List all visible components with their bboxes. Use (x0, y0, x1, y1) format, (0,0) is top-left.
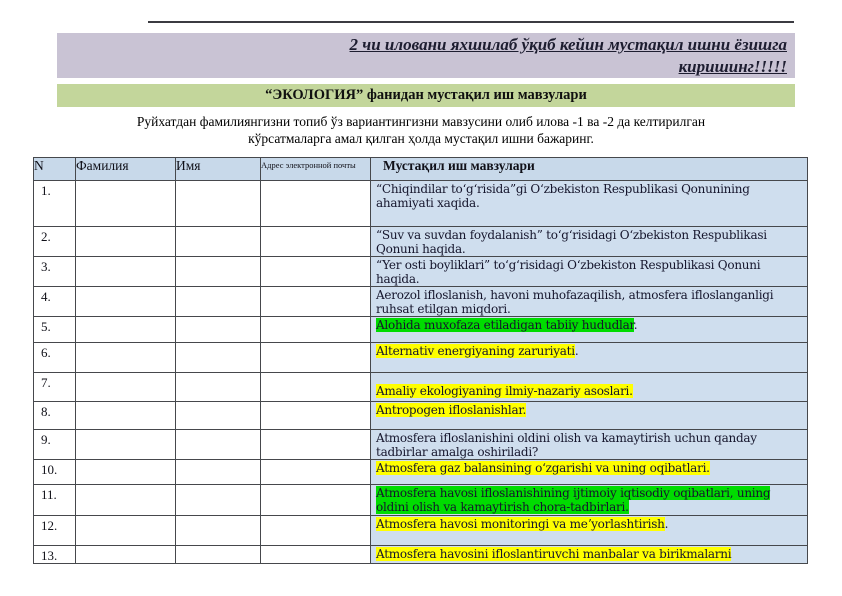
email-cell[interactable] (261, 227, 371, 257)
topic-text: Alohida muxofaza etiladigan tabiiy hududlar (376, 318, 634, 332)
intro-line1: Руйхатдан фамилиянгизни топиб ўз вариантингизни мавзусини олиб илова -1 ва -2 да келтирилган (136, 114, 706, 129)
table-row (34, 430, 808, 460)
email-cell[interactable] (261, 546, 371, 564)
surname-cell[interactable] (76, 430, 176, 460)
topic-cell (371, 373, 808, 402)
row-number: 3. (34, 257, 76, 287)
surname-cell[interactable] (76, 485, 176, 516)
topic-text: Amaliy ekologiyaning ilmiy-nazariy asoslari. (376, 384, 633, 398)
email-cell[interactable] (261, 373, 371, 402)
topic-text: Atmosfera havosini ifloslantiruvchi manbalar va birikmalarni (376, 547, 732, 561)
surname-cell[interactable] (76, 181, 176, 227)
table-row (34, 227, 808, 257)
table-row (34, 516, 808, 546)
email-cell[interactable] (261, 460, 371, 485)
topic-text: “Chiqindilar toʻgʻrisida”gi Oʻzbekiston Respublikasi Qonunining ahamiyati xaqida. (376, 182, 750, 210)
name-cell[interactable] (176, 373, 261, 402)
surname-cell[interactable] (76, 287, 176, 317)
surname-cell[interactable] (76, 546, 176, 564)
topic-text: “Yer osti boyliklari” toʻgʻrisidagi Oʻzbekiston Respublikasi Qonuni haqida. (376, 258, 761, 286)
row-number: 1. (34, 181, 76, 227)
table-row (34, 402, 808, 430)
name-cell[interactable] (176, 181, 261, 227)
name-cell[interactable] (176, 430, 261, 460)
email-cell[interactable] (261, 485, 371, 516)
table-row (34, 287, 808, 317)
table-row (34, 181, 808, 227)
col-header-email: Адрес электронной почты (261, 158, 371, 181)
notice-line1: 2 чи иловани яхшилаб ўқиб кейин мустақил ишни ёзишга (349, 35, 787, 54)
topic-cell (371, 343, 808, 373)
name-cell[interactable] (176, 227, 261, 257)
topic-cell (371, 402, 808, 430)
topic-text: Atmosfera ifloslanishini oldini olish va kamaytirish uchun qanday tadbirlar amalga oshiriladi? (376, 431, 757, 459)
subject-title: “ЭКОЛОГИЯ” фанидан мустақил иш мавзулари (265, 87, 587, 103)
topic-suffix: . (574, 344, 579, 358)
intro-line2: кўрсатмаларга амал қилган ҳолда мустақил ишни бажаринг. (248, 130, 594, 146)
row-number: 8. (34, 402, 76, 430)
name-cell[interactable] (176, 317, 261, 343)
topic-cell (371, 485, 808, 516)
table-row (34, 317, 808, 343)
topics-table (33, 157, 808, 564)
notice-line2: киришинг!!!!! (678, 56, 787, 76)
topic-cell (371, 287, 808, 317)
name-cell[interactable] (176, 516, 261, 546)
row-number: 7. (34, 373, 76, 402)
col-header-name: Имя (176, 158, 261, 181)
name-cell[interactable] (176, 343, 261, 373)
table-row (34, 460, 808, 485)
topic-text: Antropogen ifloslanishlar. (376, 403, 527, 417)
col-header-n: N (34, 158, 76, 181)
surname-cell[interactable] (76, 516, 176, 546)
row-number: 13. (34, 546, 76, 564)
email-cell[interactable] (261, 343, 371, 373)
topic-cell (371, 460, 808, 485)
row-number: 9. (34, 430, 76, 460)
email-cell[interactable] (261, 181, 371, 227)
row-number: 10. (34, 460, 76, 485)
topic-text: Atmosfera havosi monitoringi va meʼyorlashtirish (376, 517, 665, 531)
topic-suffix: . (664, 517, 669, 531)
topic-suffix: . (633, 318, 638, 332)
email-cell[interactable] (261, 287, 371, 317)
subject-title-bar (57, 84, 795, 107)
table-row (34, 546, 808, 564)
row-number: 2. (34, 227, 76, 257)
name-cell[interactable] (176, 485, 261, 516)
topic-cell (371, 546, 808, 564)
topic-text: Alternativ energiyaning zaruriyati (376, 344, 575, 358)
table-header-row (34, 158, 808, 181)
table-row (34, 485, 808, 516)
topic-cell (371, 257, 808, 287)
name-cell[interactable] (176, 257, 261, 287)
notice-banner (57, 33, 795, 78)
surname-cell[interactable] (76, 227, 176, 257)
email-cell[interactable] (261, 516, 371, 546)
row-number: 6. (34, 343, 76, 373)
name-cell[interactable] (176, 546, 261, 564)
email-cell[interactable] (261, 257, 371, 287)
name-cell[interactable] (176, 460, 261, 485)
name-cell[interactable] (176, 402, 261, 430)
divider-line (148, 21, 794, 23)
surname-cell[interactable] (76, 373, 176, 402)
row-number: 5. (34, 317, 76, 343)
table-row (34, 373, 808, 402)
table-row (34, 343, 808, 373)
table-row (34, 257, 808, 287)
row-number: 4. (34, 287, 76, 317)
row-number: 11. (34, 485, 76, 516)
row-number: 12. (34, 516, 76, 546)
col-header-surname: Фамилия (76, 158, 176, 181)
topic-text: Aerozol ifloslanish, havoni muhofazaqilish, atmosfera ifloslanganligi ruhsat etilgan miqdori. (376, 288, 774, 316)
name-cell[interactable] (176, 287, 261, 317)
surname-cell[interactable] (76, 317, 176, 343)
topic-text: Atmosfera gaz balansining oʻzgarishi va uning oqibatlari. (376, 461, 710, 475)
topic-cell (371, 317, 808, 343)
col-header-topics: Мустақил иш мавзулари (371, 158, 808, 181)
topic-text: Atmosfera havosi ifloslanishining ijtimoiy iqtisodiy oqibatlari, uning oldini olish va kamaytirish chora-tadbirlari. (376, 486, 771, 514)
topic-cell (371, 227, 808, 257)
surname-cell[interactable] (76, 402, 176, 430)
topic-cell (371, 430, 808, 460)
email-cell[interactable] (261, 402, 371, 430)
topic-text: “Suv va suvdan foydalanish” toʻgʻrisidagi Oʻzbekiston Respublikasi Qonuni haqida. (376, 228, 767, 256)
topic-cell (371, 516, 808, 546)
intro-paragraph (40, 114, 802, 147)
surname-cell[interactable] (76, 257, 176, 287)
surname-cell[interactable] (76, 343, 176, 373)
email-cell[interactable] (261, 430, 371, 460)
surname-cell[interactable] (76, 460, 176, 485)
topic-cell (371, 181, 808, 227)
email-cell[interactable] (261, 317, 371, 343)
